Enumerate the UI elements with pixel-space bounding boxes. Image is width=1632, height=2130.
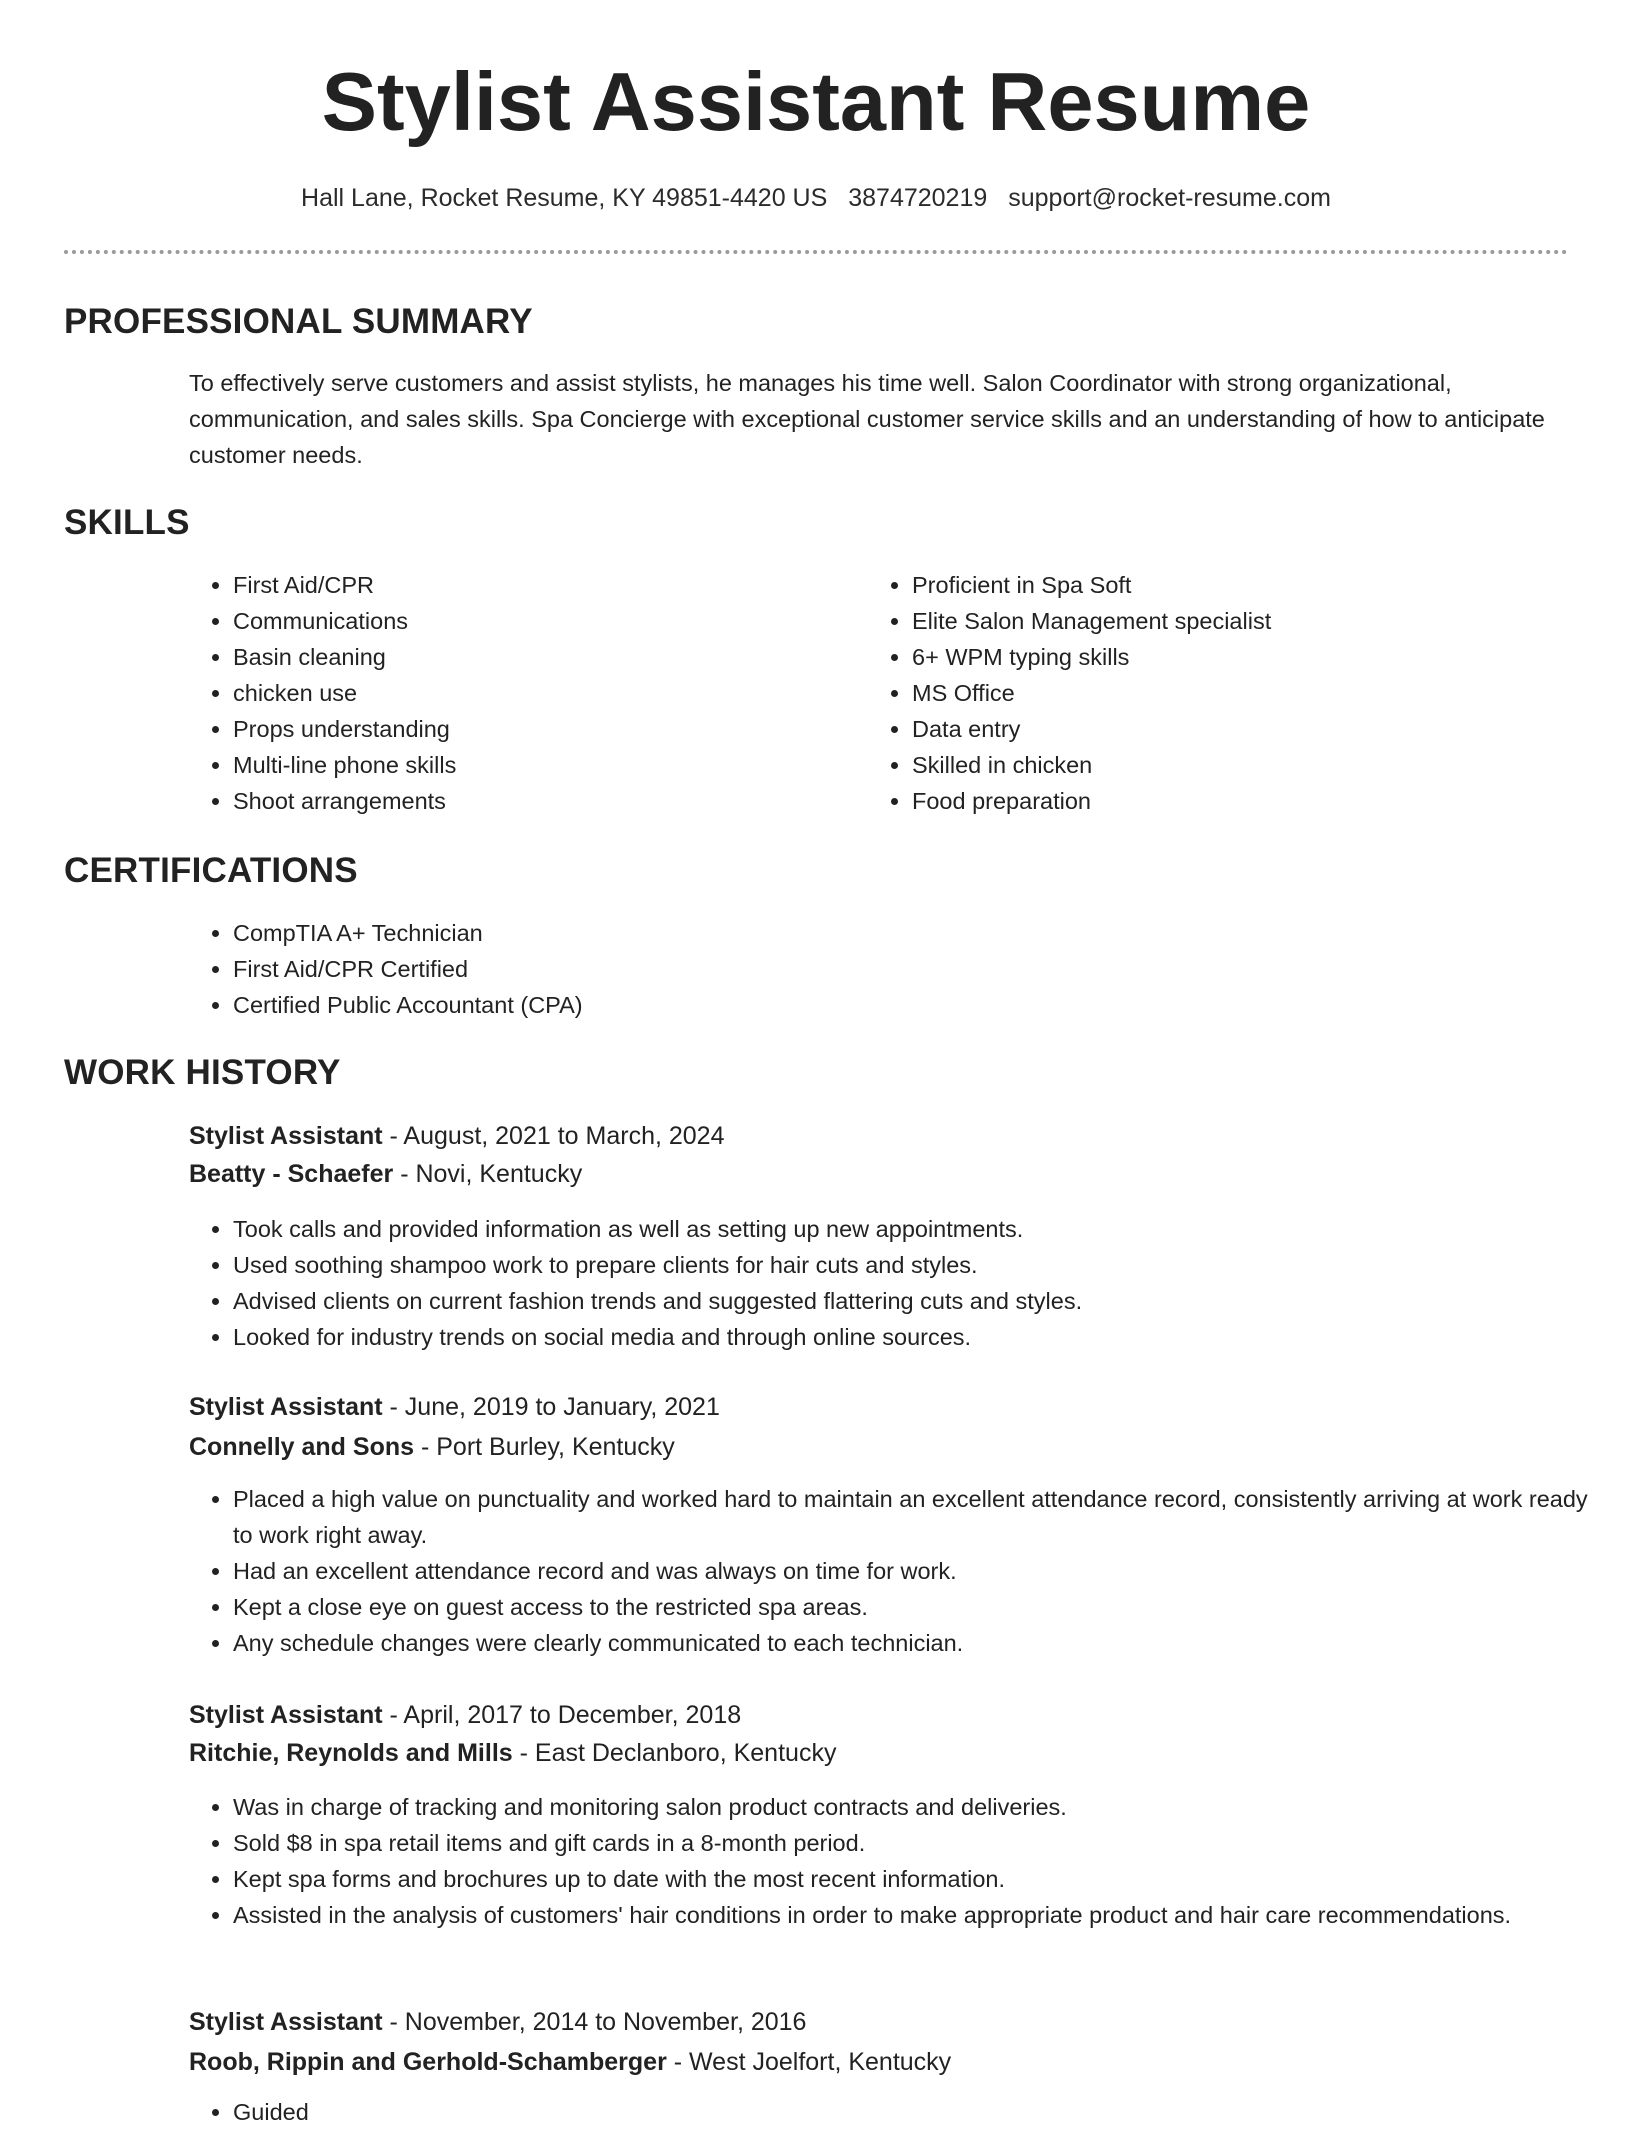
skill-item: • First Aid/CPR [233,567,853,603]
contact-line [0,180,1632,216]
skill-item: • Skilled in chicken [912,747,1592,783]
job-bullet: • Placed a high value on punctuality and worked hard to maintain an excellent attendance record, consistently arriving at work ready to work right away. [233,1481,1613,1553]
job-bullet: • Took calls and provided information as well as setting up new appointments. [233,1211,1613,1247]
job-bullet: • Assisted in the analysis of customers' hair conditions in order to make appropriate product and hair care recommendations. [233,1897,1613,1933]
job-title: Stylist Assistant [189,1393,383,1421]
job-location: - Port Burley, Kentucky [414,1433,675,1461]
contact-phone: 3874720219 [848,184,988,212]
job-title-line [189,2004,806,2040]
job-dates: - April, 2017 to December, 2018 [382,1701,742,1729]
job-bullets [189,2094,1613,2130]
job-title-line [189,1697,741,1733]
skill-item: • Props understanding [233,711,853,747]
job-company: Connelly and Sons [189,1433,415,1461]
job-bullets [189,1481,1613,1661]
job-bullet: • Looked for industry trends on social media and through online sources. [233,1319,1613,1355]
job-bullet: • Any schedule changes were clearly communicated to each technician. [233,1625,1613,1661]
section-title-certifications: CERTIFICATIONS [64,851,358,890]
job-title-line [189,1389,720,1425]
job-location: - Novi, Kentucky [393,1160,583,1188]
job-company: Beatty - Schaefer [189,1160,394,1188]
job-bullet: • Used soothing shampoo work to prepare clients for hair cuts and styles. [233,1247,1613,1283]
job-dates: - June, 2019 to January, 2021 [382,1393,720,1421]
job-bullet: • Kept a close eye on guest access to the restricted spa areas. [233,1589,1613,1625]
summary-text: To effectively serve customers and assist stylists, he manages his time well. Salon Coordinator with strong organizational, communication, and sales skills. Spa Concierge with exceptional customer service skills and an understanding of how to anticipate customer needs. [189,370,1545,468]
job-dates: - August, 2021 to March, 2024 [382,1122,725,1150]
job-bullet: • Sold $8 in spa retail items and gift cards in a 8-month period. [233,1825,1613,1861]
job-company-line [189,2044,951,2080]
skill-item: • Proficient in Spa Soft [912,567,1592,603]
skills-list-right [868,567,1592,819]
certification-item: • CompTIA A+ Technician [233,915,1533,951]
job-company-line [189,1156,582,1192]
certifications-list [189,915,1533,1023]
certification-item: • First Aid/CPR Certified [233,951,1533,987]
job-dates: - November, 2014 to November, 2016 [382,2008,807,2036]
job-location: - East Declanboro, Kentucky [512,1739,837,1767]
skill-item: • chicken use [233,675,853,711]
job-title-line [189,1118,724,1154]
skill-item: • Shoot arrangements [233,783,853,819]
contact-email: support@rocket-resume.com [1008,184,1331,212]
skill-item: • 6+ WPM typing skills [912,639,1592,675]
job-bullet: • Kept spa forms and brochures up to date with the most recent information. [233,1861,1613,1897]
skill-item: • Elite Salon Management specialist [912,603,1592,639]
job-company-line [189,1735,836,1771]
section-title-skills: SKILLS [64,503,190,542]
job-bullets [189,1789,1613,1933]
job-bullet: • Had an excellent attendance record and was always on time for work. [233,1553,1613,1589]
skill-item: • Food preparation [912,783,1592,819]
job-company: Ritchie, Reynolds and Mills [189,1739,513,1767]
skill-item: • Data entry [912,711,1592,747]
skill-item: • Communications [233,603,853,639]
job-bullet: • Was in charge of tracking and monitoring salon product contracts and deliveries. [233,1789,1613,1825]
job-title: Stylist Assistant [189,1701,383,1729]
job-bullet: • Advised clients on current fashion trends and suggested flattering cuts and styles. [233,1283,1613,1319]
section-title-summary: PROFESSIONAL SUMMARY [64,302,533,341]
skill-item: • Multi-line phone skills [233,747,853,783]
contact-address: Hall Lane, Rocket Resume, KY 49851-4420 US [301,184,828,212]
skill-item: • Basin cleaning [233,639,853,675]
header-divider [64,250,1568,254]
job-bullet: • Guided [233,2094,1613,2130]
job-company: Roob, Rippin and Gerhold-Schamberger [189,2048,667,2076]
section-title-work-history: WORK HISTORY [64,1053,341,1092]
job-title: Stylist Assistant [189,1122,383,1150]
skill-item: • MS Office [912,675,1592,711]
job-company-line [189,1429,675,1465]
job-location: - West Joelfort, Kentucky [666,2048,952,2076]
job-title: Stylist Assistant [189,2008,383,2036]
page-title: Stylist Assistant Resume [321,55,1311,148]
certification-item: • Certified Public Accountant (CPA) [233,987,1533,1023]
skills-list-left [189,567,853,819]
job-bullets [189,1211,1613,1355]
